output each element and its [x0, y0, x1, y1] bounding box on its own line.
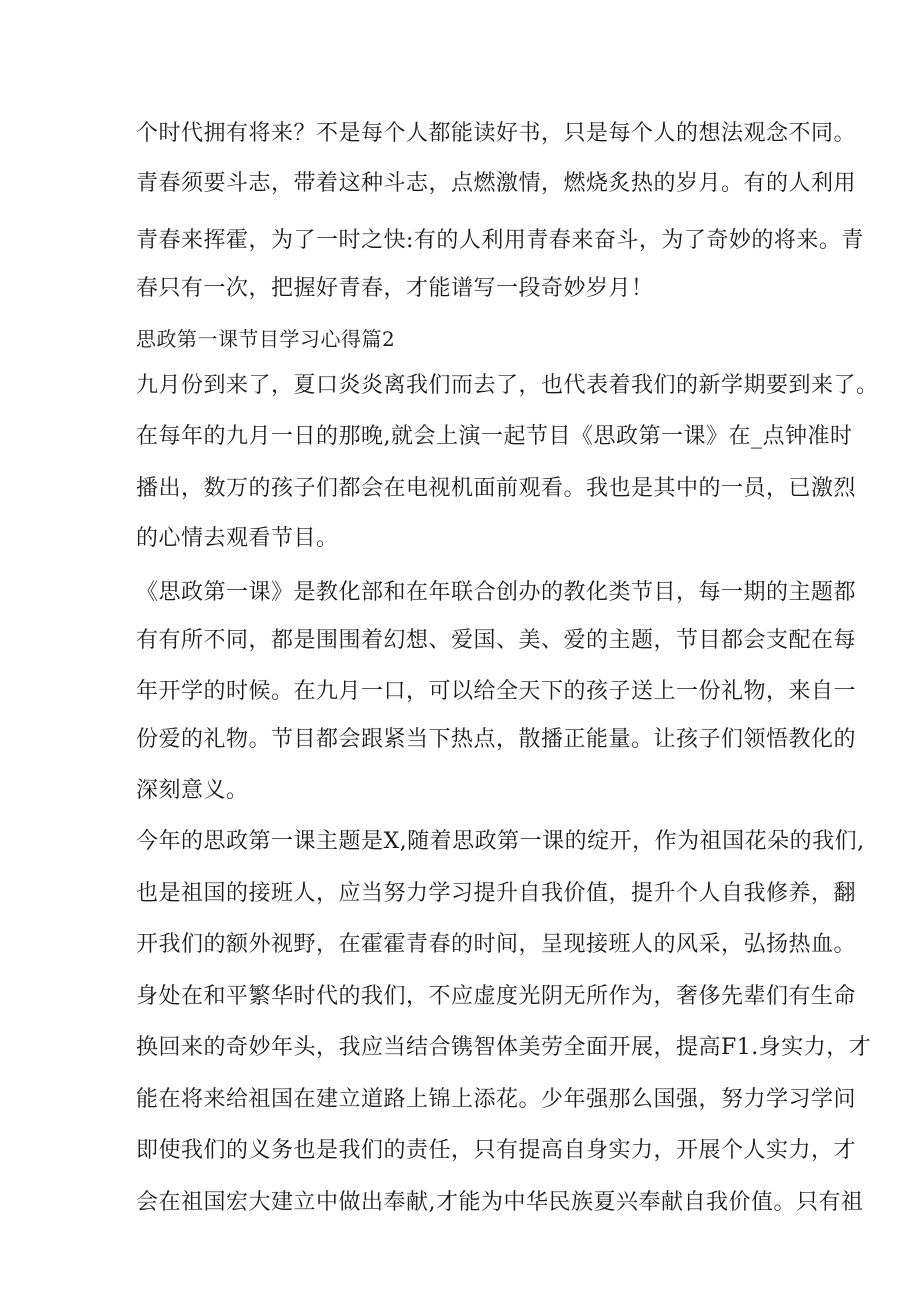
- text-line: 青春须要斗志，带着这种斗志，点燃激情，燃烧炙热的岁月。有的人利用: [136, 171, 857, 196]
- text-line: 年开学的时候。在九月一口，可以给全天下的孩子送上一份礼物，来自一: [136, 679, 857, 704]
- text-line: 青春来挥霍，为了一时之快:有的人利用青春来奋斗，为了奇妙的将来。青: [136, 228, 864, 253]
- section-heading: 思政第一课节目学习心得篇2: [136, 327, 396, 351]
- text-line: 的心情去观看节目。: [136, 526, 339, 551]
- text-line: 今年的思政第一课主题是X,随着思政第一课的绽开，作为祖国花朵的我们,: [136, 829, 865, 854]
- text-line: 也是祖国的接班人，应当努力学习提升自我价值，提升个人自我修养，翻: [136, 881, 857, 906]
- text-line: 个时代拥有将来？不是每个人都能读好书，只是每个人的想法观念不同。: [136, 121, 857, 146]
- text-line: 《思政第一课》是教化部和在年联合创办的教化类节目，每一期的主题都: [136, 580, 857, 605]
- text-line: 深刻意义。: [136, 778, 249, 803]
- text-line: 春只有一次，把握好青春，才能谱写一段奇妙岁月！: [136, 276, 654, 301]
- text-line: 份爱的礼物。节目都会跟紧当下热点，散播正能量。让孩子们领悟教化的: [136, 727, 857, 752]
- text-line: 九月份到来了，夏口炎炎离我们而去了，也代表着我们的新学期要到来了。: [136, 373, 879, 398]
- text-line: 身处在和平繁华时代的我们，不应虚度光阴无所作为，奢侈先辈们有生命: [136, 984, 857, 1009]
- text-line: 开我们的额外视野，在霍霍青春的时间，呈现接班人的风采，弘扬热血。: [136, 932, 857, 957]
- text-line: 在每年的九月一日的那晚,就会上演一起节目《思政第一课》在_点钟准时: [136, 424, 853, 449]
- text-line: 换回来的奇妙年头，我应当结合镌智体美劳全面开展，提高F1.身实力，才: [136, 1035, 872, 1060]
- text-line: 即使我们的义务也是我们的责任，只有提高自身实力，开展个人实力，才: [136, 1138, 857, 1163]
- text-line: 会在祖国宏大建立中做出奉献,才能为中华民族夏兴奉献自我价值。只有祖: [136, 1190, 864, 1215]
- text-line: 能在将来给祖国在建立道路上锦上添花。少年强那么国强，努力学习学问: [136, 1087, 857, 1112]
- text-line: 播出，数万的孩子们都会在电视机面前观看。我也是其中的一员，已激烈: [136, 476, 857, 501]
- text-line: 有有所不同，都是围围着幻想、爱国、美、爱的主题，节目都会支配在每: [136, 628, 857, 653]
